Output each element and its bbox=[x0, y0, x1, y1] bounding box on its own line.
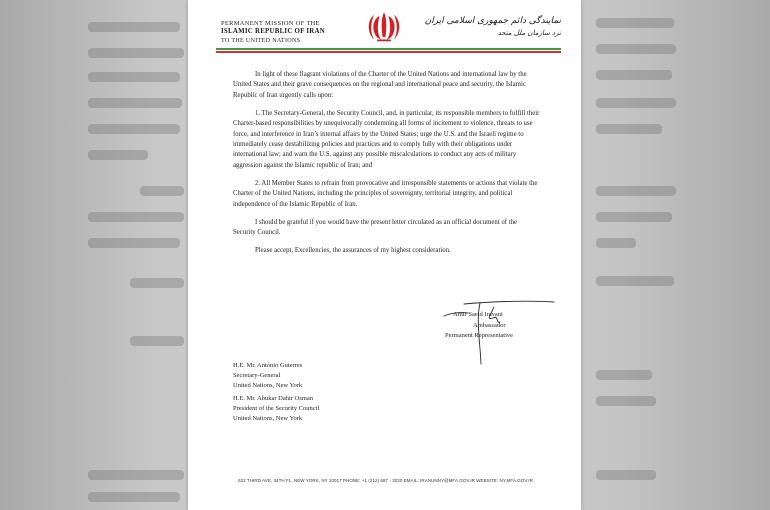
letter-page bbox=[188, 0, 581, 510]
body-paragraph-request: I should be grateful if you would have the present letter circulated as an official document of the Security Council. bbox=[233, 218, 518, 237]
blurred-text-line bbox=[130, 278, 184, 288]
blurred-text-line bbox=[88, 22, 180, 32]
blurred-text-line bbox=[140, 186, 184, 196]
blurred-text-line bbox=[596, 238, 636, 248]
mission-name-persian bbox=[421, 15, 561, 38]
blurred-text-line bbox=[596, 70, 672, 80]
mission-line-3: TO THE UNITED NATIONS bbox=[221, 37, 301, 44]
mission-fa-line-2: نزد سازمان ملل متحد bbox=[497, 29, 561, 37]
blurred-text-line bbox=[596, 276, 674, 286]
handwritten-signature bbox=[436, 296, 561, 366]
blurred-text-line bbox=[596, 370, 652, 380]
flag-stripe-red bbox=[216, 51, 561, 53]
blurred-text-line bbox=[596, 44, 676, 54]
blurred-text-line bbox=[596, 98, 676, 108]
recipient-1-location: United Nations, New York bbox=[233, 381, 303, 389]
mission-name-english bbox=[221, 20, 346, 45]
recipient-1-name: H.E. Mr. António Guterres bbox=[233, 362, 303, 369]
blurred-text-line bbox=[596, 396, 656, 406]
blurred-text-line bbox=[88, 150, 148, 160]
blurred-text-line bbox=[88, 72, 180, 82]
blurred-text-line bbox=[596, 212, 672, 222]
recipient-2-name: H.E. Mr. Abukar Dahir Osman bbox=[233, 395, 313, 402]
recipient-2-location: United Nations, New York bbox=[233, 414, 303, 422]
flag-stripe-divider bbox=[216, 48, 561, 53]
body-paragraph-point-2: 2. All Member States to refrain from provocative and irresponsible statements or actions that violate the Charter of the United Nations, including the principles of sovereignty, territorial integrity, and political independence of the Islamic Republic of Iran. bbox=[233, 179, 538, 208]
recipient-1-title: Secretary-General bbox=[233, 371, 281, 379]
body-paragraph-point-1: 1. The Secretary-General, the Security Council, and, in particular, its responsible members to fulfill their Charter-based responsibilities by unequivocally condemning all forms of incitement to violence, threats to use force, and interference in Iran’s internal affairs by the United States; urge the U.S. and the Israeli regime to immediately cease destabilizing policies and practices and to comply fully with their obligations under international law; and warn the U.S. against any possible miscalculations to conduct any acts of military aggression against the Islamic republic of Iran; and bbox=[233, 109, 540, 169]
recipient-block-2 bbox=[233, 394, 319, 423]
blurred-text-line bbox=[88, 124, 180, 134]
blurred-text-line bbox=[596, 470, 656, 480]
body-paragraph-intro: In light of these flagrant violations of the Charter of the United Nations and international law by the United States and their grave consequences on the regional and international peace and security, the Islamic Republic of Iran urgently calls upon: bbox=[233, 71, 527, 99]
blurred-text-line bbox=[88, 98, 182, 108]
blurred-text-line bbox=[88, 212, 184, 222]
mission-fa-line-1: نمایندگی دائم جمهوری اسلامی ایران bbox=[424, 16, 561, 26]
signatory-name: Amir Saeid Iravani bbox=[453, 311, 503, 318]
blurred-text-line bbox=[88, 48, 184, 58]
signatory-role: Permanent Representative bbox=[445, 332, 514, 339]
blurred-text-line bbox=[88, 470, 184, 480]
blurred-text-line bbox=[596, 18, 674, 28]
blurred-text-line bbox=[596, 124, 662, 134]
recipient-block-1 bbox=[233, 361, 302, 390]
iran-emblem-icon bbox=[364, 9, 404, 45]
blurred-text-line bbox=[88, 492, 180, 502]
mission-line-1: PERMANENT MISSION OF THE bbox=[221, 20, 320, 27]
signatory-title: Ambassador bbox=[473, 321, 506, 329]
blurred-text-line bbox=[88, 238, 180, 248]
recipient-2-title: President of the Security Council bbox=[233, 404, 320, 412]
footer-contact-line: 622 THIRD AVE, 34TH FL, NEW YORK, NY 10017 PHONE: +1 (212) 687 - 2020 EMAIL: IRANUNNY@MFA.GOV.IR WEBSITE: NY.MFA.GOV.IR bbox=[238, 478, 533, 483]
letter-body bbox=[233, 70, 541, 264]
blurred-text-line bbox=[130, 336, 184, 346]
mission-line-2: ISLAMIC REPUBLIC OF IRAN bbox=[221, 28, 325, 35]
blurred-text-line bbox=[596, 186, 676, 196]
body-paragraph-closing: Please accept, Excellencies, the assurances of my highest consideration. bbox=[255, 247, 451, 255]
